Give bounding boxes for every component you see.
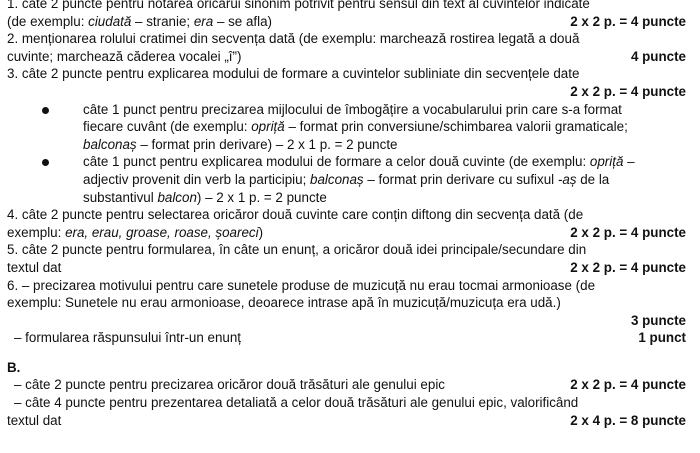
bullet-2-suffix: -aș xyxy=(557,171,577,187)
item-3-score: 2 x 2 p. = 4 puncte xyxy=(570,83,686,99)
section-b-row-3-text: textul dat xyxy=(7,412,62,428)
bullet-2-text-pre: câte 1 punct pentru explicarea modului de formare a celor două cuvinte (de exemplu: xyxy=(83,154,590,170)
bullet-2-text-pre3: substantivul xyxy=(83,189,158,205)
item-4-line-1 xyxy=(7,206,686,224)
bullet-2-text-post: – format prin derivare cu sufixul xyxy=(363,171,558,187)
item-1-word-1: ciudată xyxy=(88,13,132,29)
bullet-1-word-1: opriță xyxy=(251,119,285,135)
item-3-bullet-2 xyxy=(7,153,686,206)
item-2-line-2 xyxy=(7,48,686,66)
bullet-1-text-pre: fiecare cuvânt (de exemplu: xyxy=(83,119,252,135)
item-6-score-1: 3 puncte xyxy=(630,312,686,328)
bullet-1-line-2 xyxy=(83,118,686,136)
item-5-line-2 xyxy=(7,259,686,277)
item-4-close-paren: ) xyxy=(258,224,264,240)
bullet-icon xyxy=(42,107,49,114)
item-1-synonym-1: – stranie; xyxy=(131,13,194,29)
section-b-row-1-text: – câte 2 puncte pentru precizarea oricăror două trăsături ale genului epic xyxy=(14,377,445,393)
item-6-sub-text: – formularea răspunsului într-un enunț xyxy=(14,330,242,346)
item-6-score-line xyxy=(7,312,686,330)
bullet-2-text-post2: de la xyxy=(576,171,610,187)
item-1-score: 2 x 2 p. = 4 puncte xyxy=(570,13,686,29)
section-b-row-3-score: 2 x 4 p. = 8 puncte xyxy=(570,412,686,428)
item-6-score-2: 1 punct xyxy=(638,330,686,346)
bullet-2-text-mid: adjectiv provenit din verb la participiu; xyxy=(83,171,311,187)
section-b-row-2 xyxy=(7,394,686,412)
item-5-text-cont: textul dat xyxy=(7,259,62,275)
item-1-word-2: era xyxy=(193,13,214,29)
bullet-1-word-2: balconaș xyxy=(83,136,137,152)
item-2-line-1 xyxy=(7,30,686,48)
item-6-line-1 xyxy=(7,277,686,295)
item-1-text: 1. câte 2 puncte pentru notarea oricărui sinonim potrivit pentru sensul din text al cuvintelor indicate xyxy=(7,0,590,11)
item-2-text: 2. menționarea rolului cratimei din secvența dată (de exemplu: marchează rostirea legată a două xyxy=(7,31,580,47)
item-3-text: 3. câte 2 puncte pentru explicarea modului de formare a cuvintelor subliniate din secvențele date xyxy=(7,66,580,82)
item-4-line-2 xyxy=(7,224,686,242)
section-b-row-1 xyxy=(7,376,686,394)
item-3-line-1 xyxy=(7,65,686,83)
item-3-score-line xyxy=(7,83,686,101)
item-1-line-1 xyxy=(7,0,686,13)
item-1-line-2 xyxy=(7,13,686,31)
bullet-2-line-1 xyxy=(83,153,686,171)
bullet-2-word-2: balconaș xyxy=(310,171,364,187)
bullet-2-line-3 xyxy=(83,189,686,207)
bullet-2-line-2 xyxy=(83,171,686,189)
item-1-synonym-2: – se afla) xyxy=(213,13,273,29)
bullet-2-text-end: ) – 2 x 1 p. = 2 puncte xyxy=(196,189,327,205)
item-6-text: 6. – precizarea motivului pentru care sunetele produse de muzicuță nu erau tocmai armonioase (de xyxy=(7,277,596,293)
item-1-example-prefix: (de exemplu: xyxy=(7,13,89,29)
item-2-score: 4 puncte xyxy=(630,48,686,64)
bullet-1-line-3 xyxy=(83,136,686,154)
bullet-1-text-end: – format prin derivare) – 2 x 1 p. = 2 puncte xyxy=(136,136,398,152)
item-4-score: 2 x 2 p. = 4 puncte xyxy=(570,224,686,240)
section-b-row-1-score: 2 x 2 p. = 4 puncte xyxy=(570,377,686,393)
bullet-1-text-post: – format prin conversiune/schimbarea valorii gramaticale; xyxy=(284,119,628,135)
item-6-line-2 xyxy=(7,294,686,312)
item-5-line-1 xyxy=(7,241,686,259)
bullet-1-line-1 xyxy=(83,101,686,119)
item-5-text: 5. câte 2 puncte pentru formularea, în câte un enunț, a oricăror două idei principale/secundare din xyxy=(7,242,587,258)
bullet-2-dash: – xyxy=(623,154,635,170)
section-b-row-3 xyxy=(7,412,686,430)
item-2-text-cont: cuvinte; marchează căderea vocalei „î”) xyxy=(7,48,242,64)
bullet-1-text: câte 1 punct pentru precizarea mijlocului de îmbogățire a vocabularului prin care s-a format xyxy=(83,101,622,117)
item-3-bullet-1 xyxy=(7,101,686,154)
bullet-2-word-1: opriță xyxy=(589,154,624,170)
item-4-example-prefix: exemplu: xyxy=(7,224,66,240)
item-4-text: 4. câte 2 puncte pentru selectarea oricăror două cuvinte care conțin diftong din secvența dată (de xyxy=(7,207,584,223)
section-b-row-2-text: – câte 4 puncte pentru prezentarea detaliată a celor două trăsături ale genului epic, valorificând xyxy=(14,395,579,411)
bullet-2-word-3: balcon xyxy=(157,189,197,205)
item-6-sub-line xyxy=(7,329,686,347)
item-4-examples: era, erau, groase, roase, șoareci xyxy=(65,224,259,240)
section-b-heading: B. xyxy=(7,359,21,375)
item-5-score: 2 x 2 p. = 4 puncte xyxy=(570,259,686,275)
bullet-icon xyxy=(42,159,49,166)
item-6-text-cont: exemplu: Sunetele nu erau armonioase, deoarece intrase apă în muzicuță/muzicuța era udă.) xyxy=(7,295,561,311)
